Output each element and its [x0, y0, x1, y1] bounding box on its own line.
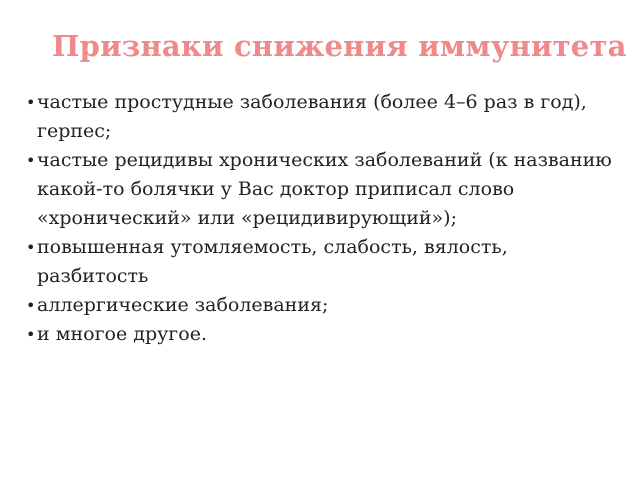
list-item-text: повышенная утомляемость, слабость, вялость, разбитость	[37, 236, 508, 287]
bullet-icon: •	[26, 296, 36, 315]
list-item	[24, 291, 624, 320]
list-item	[24, 233, 624, 291]
slide-title: Признаки снижения иммунитета	[52, 29, 627, 63]
bullet-icon: •	[26, 151, 36, 170]
list-item	[24, 320, 624, 349]
bullet-icon: •	[26, 93, 36, 112]
list-item	[24, 146, 624, 233]
list-item-text: частые рецидивы хронических заболеваний (к названию какой-то болячки у Вас доктор приписал слово «хронический» или «рецидивирующий»);	[37, 149, 612, 229]
bullet-icon: •	[26, 325, 36, 344]
bullet-icon: •	[26, 238, 36, 257]
list-item-text: аллергические заболевания;	[37, 294, 329, 316]
list-item-text: частые простудные заболевания (более 4–6 раз в год), герпес;	[37, 91, 587, 142]
list-item-text: и многое другое.	[37, 323, 207, 345]
list-item	[24, 88, 624, 146]
symptom-list	[24, 88, 624, 349]
